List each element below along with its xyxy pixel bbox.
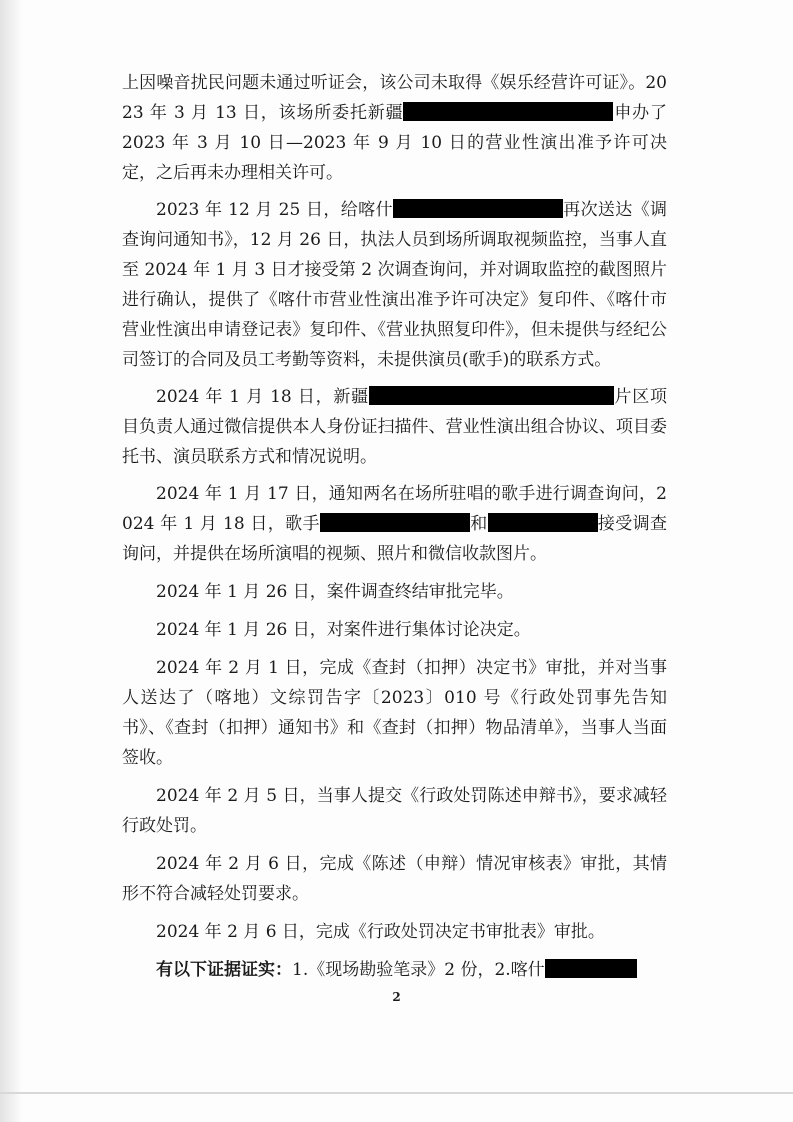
redaction-block <box>488 513 598 532</box>
text-run: 1.《现场勘验笔录》2 份，2.喀什 <box>292 960 545 980</box>
text-run: 2023 年 12 月 25 日，给喀什 <box>156 200 393 220</box>
paragraph-7 <box>122 781 667 841</box>
text-run: 申办了 2023 年 3 月 10 日—2023 年 9 月 10 日的营业性演出准予许可决定，之后再未办理相关许可。 <box>122 103 667 183</box>
text-run: 2024 年 2 月 6 日，完成《陈述（申辩）情况审核表》审批，其情形不符合减轻处罚要求。 <box>122 854 667 904</box>
redaction-block <box>320 513 470 532</box>
text-run: 2024 年 2 月 5 日，当事人提交《行政处罚陈述申辩书》，要求减轻行政处罚。 <box>122 786 667 836</box>
text-run: 接受调查询问，并提供在场所演唱的视频、照片和微信收款图片。 <box>122 514 668 564</box>
paragraph-1 <box>122 195 667 375</box>
redaction-block <box>403 102 613 121</box>
paragraph-8 <box>122 849 667 909</box>
scan-edge-shadow <box>0 0 22 1122</box>
text-run: 片区项目负责人通过微信提供本人身份证扫描件、营业性演出组合协议、项目委托书、演员联系方式和情况说明。 <box>122 387 667 467</box>
paragraph-6 <box>122 653 667 773</box>
paragraph-5 <box>122 615 667 645</box>
scan-bottom-edge <box>0 1092 793 1094</box>
redaction-block <box>369 386 614 405</box>
evidence-heading: 有以下证据证实： <box>156 960 292 980</box>
paragraph-10 <box>122 955 667 985</box>
paragraph-2 <box>122 382 667 472</box>
body-text <box>122 68 667 985</box>
paragraph-4 <box>122 577 667 607</box>
paragraph-0 <box>122 68 667 188</box>
text-run: 2024 年 2 月 1 日，完成《查封（扣押）决定书》审批，并对当事人送达了（喀地）文综罚告字〔2023〕010 号《行政处罚事先告知书》、《查封（扣押）通知书》和《查封（扣押）物品清单》，当事人当面签收。 <box>122 658 667 768</box>
text-run: 和 <box>469 514 488 534</box>
page-number: 2 <box>392 990 401 1004</box>
text-run: 2024 年 1 月 18 日，新疆 <box>156 387 369 407</box>
redaction-block <box>545 959 637 978</box>
text-run: 2024 年 1 月 17 日，通知两名在场所驻唱的歌手进行调查询问，2024 年 1 月 18 日，歌手 <box>122 484 667 534</box>
text-run: 上因噪音扰民问题未通过听证会，该公司未取得《娱乐经营许可证》。2023 年 3 月 13 日，该场所委托新疆 <box>122 73 667 123</box>
text-run: 2024 年 2 月 6 日，完成《行政处罚决定书审批表》审批。 <box>156 922 605 942</box>
paragraph-3 <box>122 479 667 569</box>
text-run: 再次送达《调查询问通知书》，12 月 26 日，执法人员到场所调取视频监控，当事人直至 2024 年 1 月 3 日才接受第 2 次调查询问，并对调取监控的截图照片进行确认，提供了《喀什市营业性演出准予许可决定》复印件、《喀什市营业性演出申请登记表》复印件、《营业执照复印件》，但未提供与经纪公司签订的合同及员工考勤等资料，未提供演员(歌手)的联系方式。 <box>122 200 668 370</box>
text-run: 2024 年 1 月 26 日，案件调查终结审批完毕。 <box>156 582 514 602</box>
paragraph-9 <box>122 917 667 947</box>
redaction-block <box>393 199 563 218</box>
text-run: 2024 年 1 月 26 日，对案件进行集体讨论决定。 <box>156 620 531 640</box>
